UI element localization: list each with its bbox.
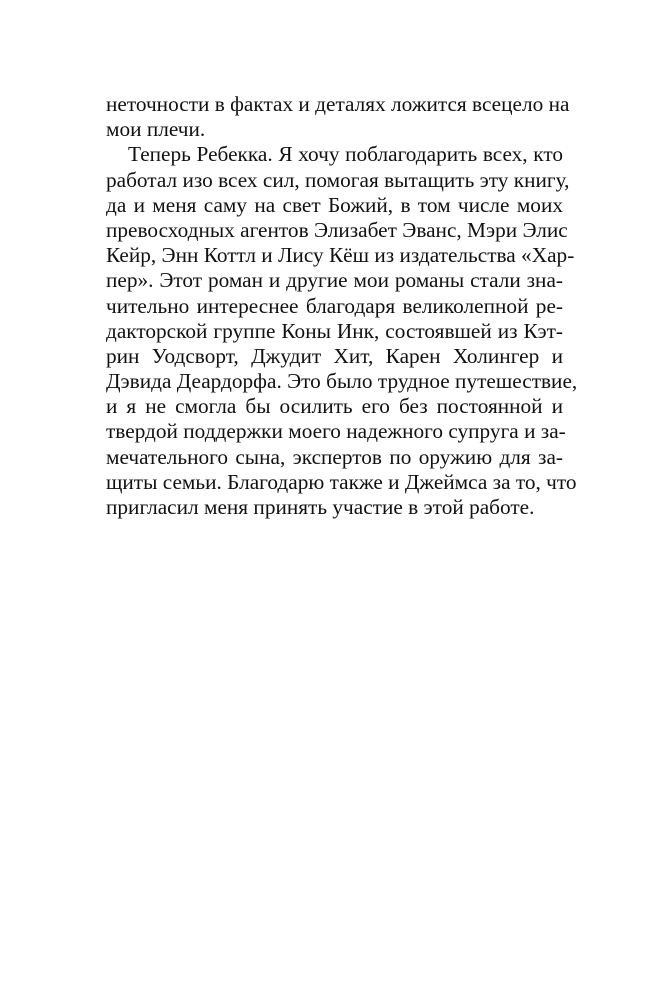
text-line: чительно интереснее благодаря великолепной ре- <box>106 293 563 318</box>
text-line: пер». Этот роман и другие мои романы стали зна- <box>106 268 563 293</box>
text-line: и я не смогла бы осилить его без постоянной и <box>106 394 563 419</box>
paragraph-1 <box>106 92 570 142</box>
text-line: пригласил меня принять участие в этой работе. <box>106 495 535 519</box>
text-line: твердой поддержки моего надежного супруга и за- <box>106 419 566 444</box>
text-line: Теперь Ребекка. Я хочу поблагодарить всех, кто <box>128 142 563 167</box>
text-line: рин Уодсворт, Джудит Хит, Карен Холингер и <box>106 343 563 368</box>
text-line: щиты семьи. Благодарю также и Джеймса за то, что <box>106 469 577 494</box>
text-line: мои плечи. <box>106 117 206 142</box>
text-line: неточности в фактах и деталях ложится всецело на <box>106 92 570 116</box>
text-line: дакторской группе Коны Инк, состоявшей из Кэт- <box>106 318 563 343</box>
text-line: превосходных агентов Элизабет Эванс, Мэри Элис <box>106 217 568 242</box>
paragraph-2 <box>106 142 578 520</box>
text-line: да и меня саму на свет Божий, в том числе моих <box>106 192 563 217</box>
text-line: Кейр, Энн Коттл и Лису Кёш из издательства «Хар- <box>106 243 575 268</box>
text-line: работал изо всех сил, помогая вытащить эту книгу, <box>106 167 570 192</box>
text-line: мечательного сына, экспертов по оружию для за- <box>106 444 563 469</box>
text-line: Дэвида Деардорфа. Это было трудное путешествие, <box>106 369 578 394</box>
page-text <box>106 92 578 520</box>
